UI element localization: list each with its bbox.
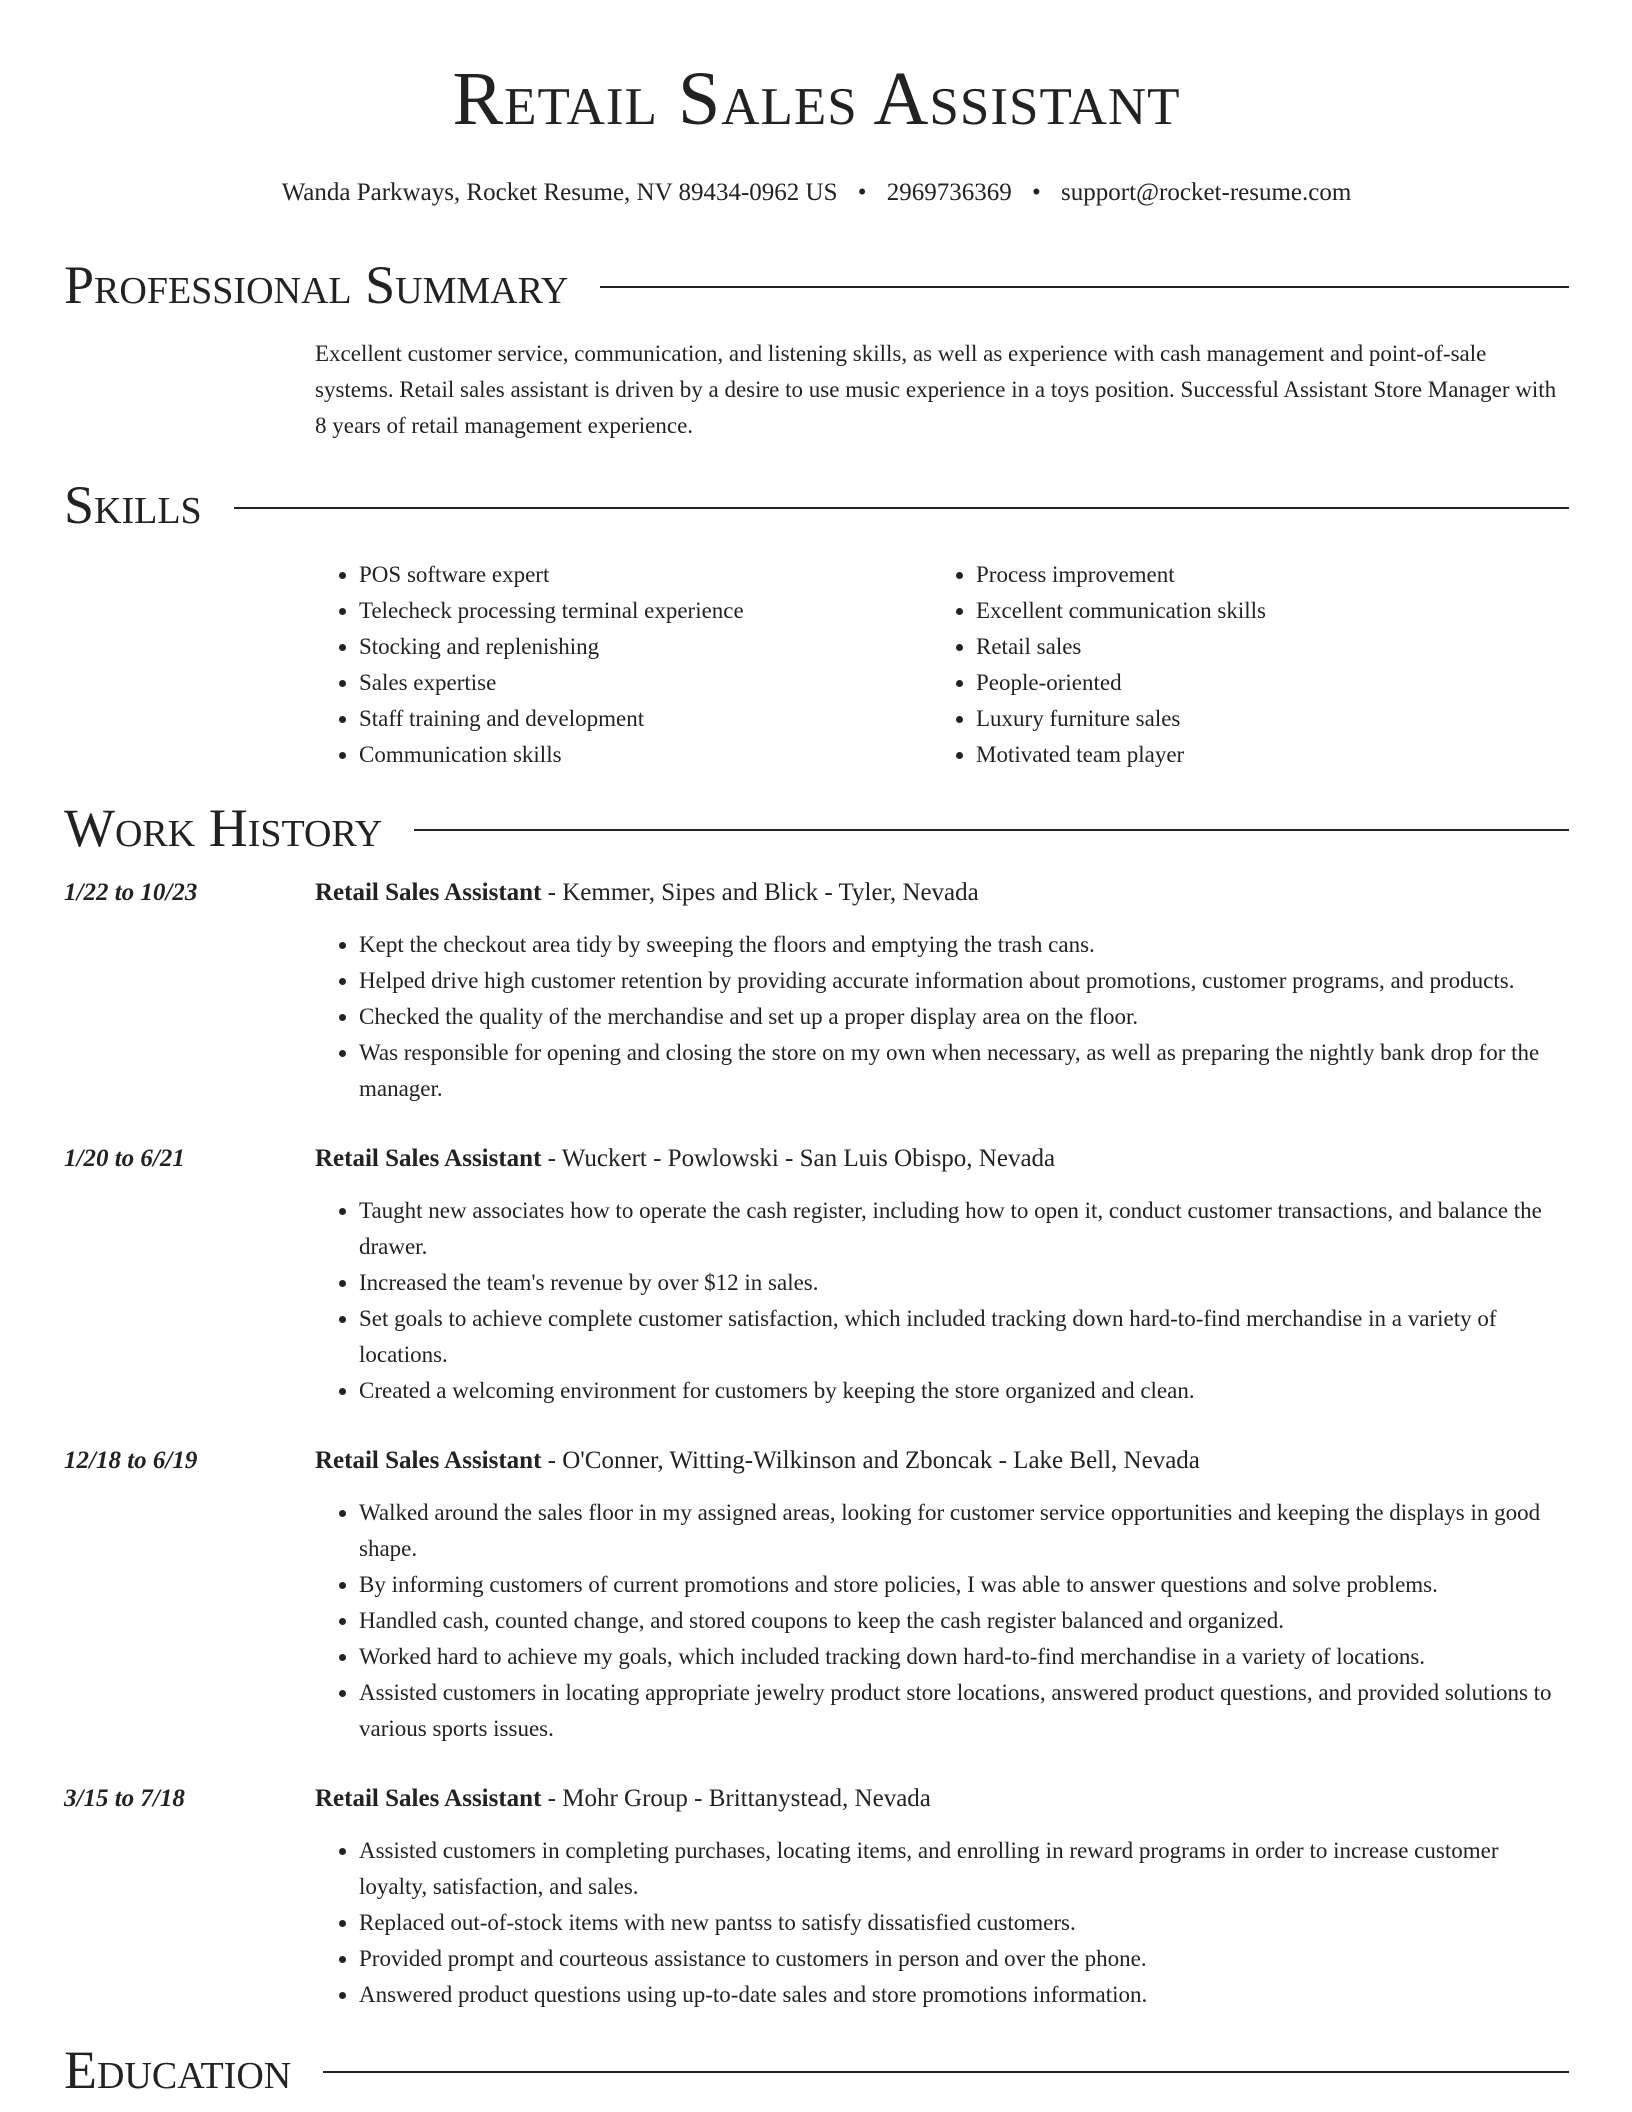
job-duty-item: • Increased the team's revenue by over $12 in sales.: [359, 1265, 1569, 1301]
job-details: [315, 875, 1569, 1107]
contact-line: [64, 178, 1569, 208]
job-duty-item: • Answered product questions using up-to-date sales and store promotions information.: [359, 1977, 1569, 2013]
summary-heading: Professional Summary: [64, 255, 569, 316]
job-duty-item: • Assisted customers in completing purchases, locating items, and enrolling in reward programs in order to increase customer loyalty, satisfaction, and sales.: [359, 1833, 1569, 1905]
skill-item: • POS software expert: [359, 557, 932, 593]
skills-section: [64, 476, 1569, 772]
job-duties-list: [315, 1193, 1569, 1409]
summary-heading-row: [64, 256, 1569, 314]
skills-grid: [315, 557, 1569, 773]
job-employer-location: - O'Conner, Witting-Wilkinson and Zboncak - Lake Bell, Nevada: [541, 1447, 1200, 1475]
summary-text: Excellent customer service, communication, and listening skills, as well as experience with cash management and point-of-sale systems. Retail sales assistant is driven by a desire to use music experience in a toys position. Successful Assistant Store Manager with 8 years of retail management experience.: [315, 341, 1557, 439]
summary-body: [315, 336, 1569, 444]
job-entry: [64, 1443, 1569, 1747]
job-duty-item: • Handled cash, counted change, and stored coupons to keep the cash register balanced and organized.: [359, 1603, 1569, 1639]
skill-item: • Stocking and replenishing: [359, 629, 932, 665]
education-heading-row: [64, 2041, 1569, 2099]
job-role: Retail Sales Assistant: [315, 1447, 542, 1475]
job-details: [315, 1443, 1569, 1747]
skill-item: • Process improvement: [976, 557, 1549, 593]
job-heading: [315, 1141, 1569, 1177]
work-heading: Work History: [64, 797, 383, 858]
skills-heading: Skills: [64, 475, 202, 536]
skills-heading-row: [64, 476, 1569, 534]
job-duty-item: • Assisted customers in locating appropriate jewelry product store locations, answered product questions, and provided solutions to various sports issues.: [359, 1675, 1569, 1747]
skill-item: • Staff training and development: [359, 701, 932, 737]
skill-item: • Excellent communication skills: [976, 593, 1549, 629]
job-details: [315, 1141, 1569, 1409]
section-divider: [234, 507, 1569, 509]
contact-email: support@rocket-resume.com: [1061, 179, 1352, 207]
skill-item: • Motivated team player: [976, 737, 1549, 773]
job-role: Retail Sales Assistant: [315, 879, 542, 907]
education-section: [64, 2041, 1569, 2099]
section-divider: [323, 2071, 1569, 2073]
skills-list-left: [315, 557, 932, 773]
skills-list-right: [932, 557, 1549, 773]
education-heading: Education: [64, 2040, 292, 2101]
skill-item: • Sales expertise: [359, 665, 932, 701]
job-duty-item: • Was responsible for opening and closing the store on my own when necessary, as well as preparing the nightly bank drop for the manager.: [359, 1035, 1569, 1107]
job-entry: [64, 1781, 1569, 2013]
work-history-section: [64, 799, 1569, 2013]
job-list: [64, 875, 1569, 2013]
skill-item: • Luxury furniture sales: [976, 701, 1549, 737]
job-duties-list: [315, 927, 1569, 1107]
job-duty-item: • Replaced out-of-stock items with new pantss to satisfy dissatisfied customers.: [359, 1905, 1569, 1941]
job-role: Retail Sales Assistant: [315, 1785, 542, 1813]
resume-page: [64, 0, 1569, 2099]
job-duties-list: [315, 1833, 1569, 2013]
job-dates: 3/15 to 7/18: [64, 1785, 185, 1813]
job-duty-item: • Helped drive high customer retention by providing accurate information about promotions, customer programs, and products.: [359, 963, 1569, 999]
work-heading-row: [64, 799, 1569, 857]
skill-item: • People-oriented: [976, 665, 1549, 701]
resume-title: Retail Sales Assistant: [452, 57, 1181, 141]
contact-separator: •: [1032, 179, 1041, 207]
contact-address: Wanda Parkways, Rocket Resume, NV 89434-0962 US: [281, 179, 838, 207]
job-employer-location: - Mohr Group - Brittanystead, Nevada: [541, 1785, 931, 1813]
contact-separator: •: [857, 179, 867, 207]
job-duty-item: • Kept the checkout area tidy by sweeping the floors and emptying the trash cans.: [359, 927, 1569, 963]
skill-item: • Communication skills: [359, 737, 932, 773]
section-divider: [414, 829, 1569, 831]
job-duty-item: • Walked around the sales floor in my assigned areas, looking for customer service opportunities and keeping the displays in good shape.: [359, 1495, 1569, 1567]
job-dates: 1/20 to 6/21: [64, 1145, 185, 1173]
job-dates: 12/18 to 6/19: [64, 1447, 198, 1475]
job-heading: [315, 1443, 1569, 1479]
job-details: [315, 1781, 1569, 2013]
job-duty-item: • Created a welcoming environment for customers by keeping the store organized and clean.: [359, 1373, 1569, 1409]
job-duties-list: [315, 1495, 1569, 1747]
job-entry: [64, 1141, 1569, 1409]
job-duty-item: • By informing customers of current promotions and store policies, I was able to answer questions and solve problems.: [359, 1567, 1569, 1603]
job-employer-location: - Wuckert - Powlowski - San Luis Obispo, Nevada: [541, 1145, 1056, 1173]
section-divider: [600, 286, 1569, 288]
job-duty-item: • Set goals to achieve complete customer satisfaction, which included tracking down hard-to-find merchandise in a variety of locations.: [359, 1301, 1569, 1373]
contact-phone: 2969736369: [886, 179, 1012, 207]
job-dates: 1/22 to 10/23: [64, 879, 198, 907]
summary-section: [64, 256, 1569, 444]
job-entry: [64, 875, 1569, 1107]
job-employer-location: - Kemmer, Sipes and Blick - Tyler, Nevada: [541, 879, 979, 907]
job-heading: [315, 1781, 1569, 1817]
job-heading: [315, 875, 1569, 911]
job-duty-item: • Worked hard to achieve my goals, which included tracking down hard-to-find merchandise in a variety of locations.: [359, 1639, 1569, 1675]
job-role: Retail Sales Assistant: [315, 1145, 542, 1173]
job-duty-item: • Taught new associates how to operate the cash register, including how to open it, conduct customer transactions, and balance the drawer.: [359, 1193, 1569, 1265]
skill-item: • Telecheck processing terminal experience: [359, 593, 932, 629]
job-duty-item: • Provided prompt and courteous assistance to customers in person and over the phone.: [359, 1941, 1569, 1977]
job-duty-item: • Checked the quality of the merchandise and set up a proper display area on the floor.: [359, 999, 1569, 1035]
skill-item: • Retail sales: [976, 629, 1549, 665]
